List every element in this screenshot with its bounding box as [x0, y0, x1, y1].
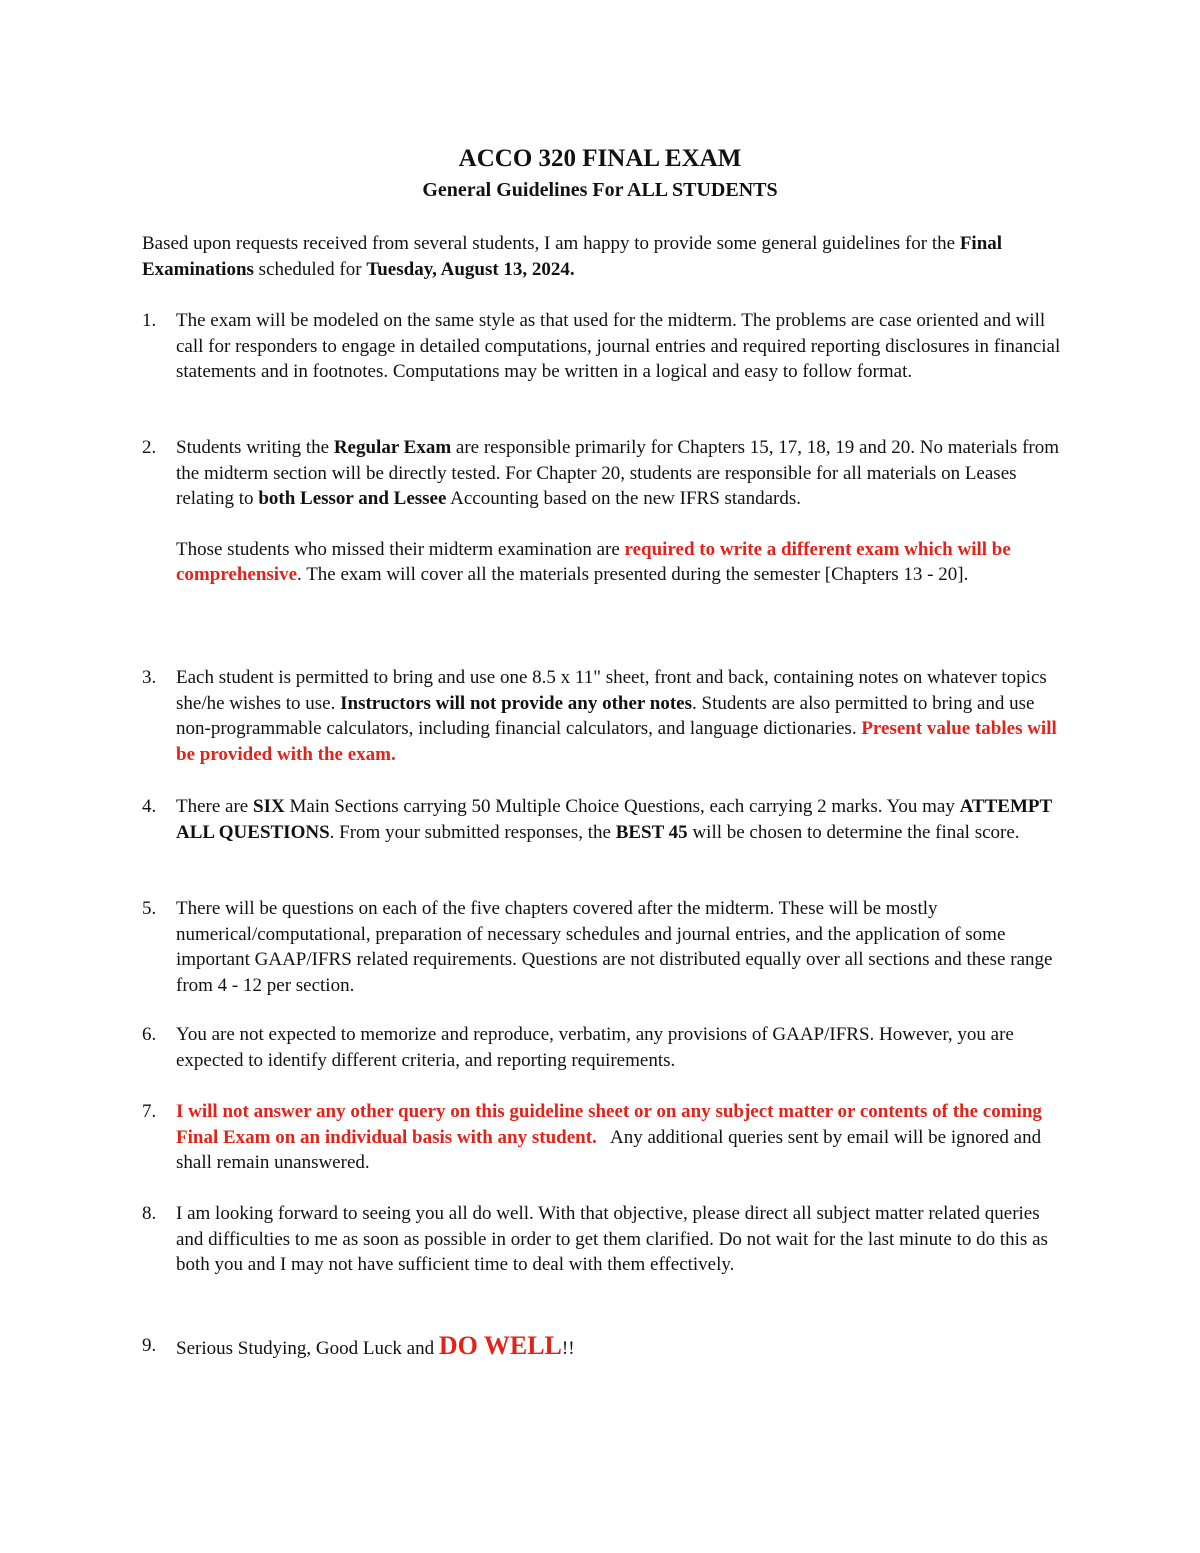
item-number: 2.: [142, 437, 157, 458]
item-body: The exam will be modeled on the same style as that used for the midterm. The problems are case oriented and will call for responders to engage in detailed computations, journal entries and required reporting disclosures in financial statements and in footnotes. Computations may be written in a logical and easy to follow format.: [176, 310, 1061, 382]
item-text: [176, 1099, 1066, 1176]
item-number: 9.: [142, 1335, 157, 1356]
intro-bold-exam: Final Examinations: [142, 233, 1003, 280]
item-body: Those students who missed their midterm examination are: [176, 538, 625, 560]
item-paragraph: [176, 435, 1066, 512]
page-title: ACCO 320 FINAL EXAM: [458, 145, 742, 172]
item-text: [176, 435, 1066, 588]
item-text: [176, 1201, 1066, 1278]
item-text: [176, 1022, 1066, 1073]
item-number: 5.: [142, 898, 157, 919]
item-paragraph: [176, 537, 1066, 588]
item-text: [176, 896, 1066, 998]
item-body: . The exam will cover all the materials presented during the semester [Chapters 13 - 20].: [297, 564, 969, 585]
item-body: . From your submitted responses, the: [329, 821, 616, 843]
item-bold: ATTEMPT ALL QUESTIONS: [176, 796, 1052, 843]
item-body: will be chosen to determine the final score.: [687, 821, 1020, 843]
item-red-emphasis: I will not answer any other query on this guideline sheet or on any subject matter or contents of the coming Final Exam on an individual basis with any student.: [176, 1101, 1042, 1148]
item-red-emphasis: required to write a different exam which will be comprehensive: [176, 538, 1011, 585]
page-subtitle: General Guidelines For ALL STUDENTS: [422, 179, 778, 201]
item-body: !!: [561, 1338, 575, 1359]
item-text: [176, 665, 1066, 767]
item-text: [176, 308, 1066, 385]
item-number: 3.: [142, 667, 157, 688]
item-body: There are: [176, 796, 253, 817]
item-body: Serious Studying, Good Luck and: [176, 1338, 439, 1359]
item-number: 8.: [142, 1203, 157, 1224]
item-bold: Regular Exam: [333, 437, 452, 458]
item-body: Each student is permitted to bring and use one 8.5 x 11" sheet, front and back, containing notes on whatever topics she/he wishes to use.: [176, 667, 1047, 714]
item-bold: SIX: [253, 796, 285, 817]
item-body: Students writing the: [176, 437, 334, 458]
item-number: 7.: [142, 1101, 157, 1122]
item-red-emphasis: Present value tables will be provided with the exam.: [176, 718, 1057, 765]
item-body: . Students are also permitted to bring and use non-programmable calculators, including financial calculators, and language dictionaries.: [176, 692, 1035, 739]
intro-bold-date: Tuesday, August 13, 2024.: [366, 258, 575, 280]
item-body: Accounting based on the new IFRS standards.: [446, 488, 802, 509]
intro-paragraph: [142, 231, 1072, 282]
item-bold: BEST 45: [615, 821, 688, 843]
item-number: 6.: [142, 1024, 157, 1045]
item-bold: Instructors will not provide any other notes: [340, 692, 692, 714]
item-body: I am looking forward to seeing you all do well. With that objective, please direct all subject matter related queries and difficulties to me as soon as possible in order to get them clarified. Do not wait for the last minute to do this as both you and I may not have sufficient time to deal with them effectively.: [176, 1203, 1048, 1275]
item-text: [176, 1333, 1066, 1362]
intro-text: Based upon requests received from several students, I am happy to provide some general guidelines for the: [142, 233, 960, 254]
item-body: Main Sections carrying 50 Multiple Choice Questions, each carrying 2 marks. You may: [284, 796, 960, 817]
item-body: There will be questions on each of the five chapters covered after the midterm. These will be mostly numerical/computational, preparation of necessary schedules and journal entries, and the application of some important GAAP/IFRS related requirements. Questions are not distributed equally over all sections and these range from 4 - 12 per section.: [176, 898, 1053, 996]
item-body: You are not expected to memorize and reproduce, verbatim, any provisions of GAAP/IFRS. However, you are expected to identify different criteria, and reporting requirements.: [176, 1024, 1014, 1071]
item-number: 1.: [142, 310, 157, 331]
item-text: [176, 794, 1066, 845]
item-body: are responsible primarily for Chapters 15, 17, 18, 19 and 20. No materials from the midterm section will be directly tested. For Chapter 20, students are responsible for all materials on Leases relating to: [176, 437, 1060, 509]
item-red-emphasis: DO WELL: [438, 1331, 562, 1360]
item-body: Any additional queries sent by email will be ignored and shall remain unanswered.: [176, 1126, 1046, 1173]
item-number: 4.: [142, 796, 157, 817]
intro-text: scheduled for: [253, 258, 367, 280]
item-bold: both Lessor and Lessee: [258, 488, 447, 509]
